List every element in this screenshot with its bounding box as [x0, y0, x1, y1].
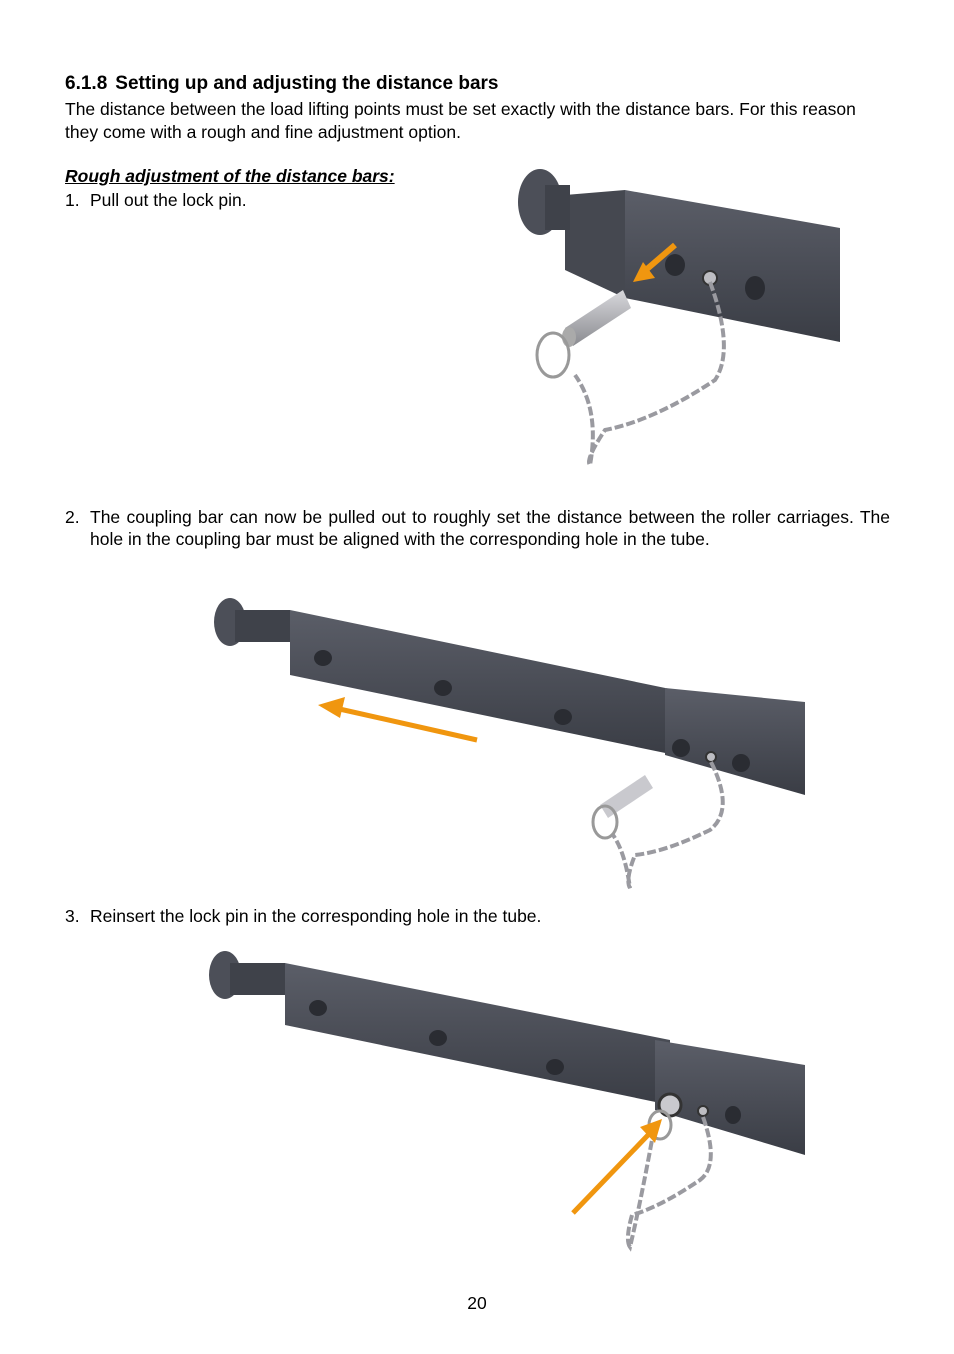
step-number: 3.: [65, 906, 80, 926]
subheading: Rough adjustment of the distance bars:: [65, 166, 395, 186]
step-text: Pull out the lock pin.: [90, 190, 247, 210]
section-title: Setting up and adjusting the distance bars: [115, 73, 499, 94]
tube-body: [625, 190, 840, 342]
step-2: [65, 506, 890, 550]
figure-lock-pin-pulled: [505, 160, 850, 480]
figure-lock-pin-reinserted: [200, 945, 810, 1255]
chain: [613, 762, 723, 888]
section-heading: [65, 73, 498, 95]
page-number: 20: [467, 1293, 487, 1313]
step-3: [65, 905, 890, 927]
figure-coupling-bar-pulled: [205, 590, 810, 895]
chain: [628, 1117, 711, 1247]
step-number: 2.: [65, 507, 80, 527]
section-number: 6.1.8: [65, 73, 108, 94]
step-text: Reinsert the lock pin in the corresponding hole in the tube.: [90, 906, 542, 926]
step-number: 1.: [65, 190, 80, 210]
lock-pin: [600, 775, 653, 818]
step-text: The coupling bar can now be pulled out to roughly set the distance between the roller carriages. The hole in the coupling bar must be aligned with the corresponding hole in the tube.: [90, 507, 890, 549]
coupling-bar: [285, 963, 670, 1105]
coupling-bar: [290, 610, 675, 755]
intro-paragraph: The distance between the load lifting points must be set exactly with the distance bars. For this reason they come with a rough and fine adjustment option.: [65, 99, 856, 142]
arrow-icon: [335, 708, 477, 740]
